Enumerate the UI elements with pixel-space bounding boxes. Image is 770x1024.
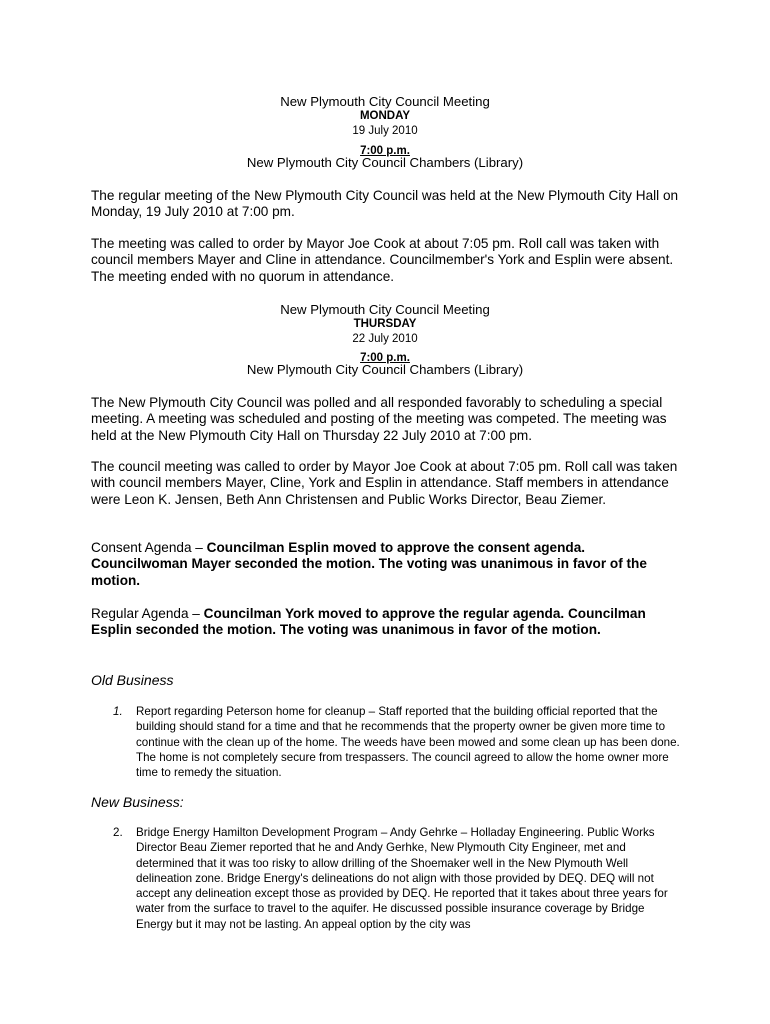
meeting2-day: THURSDAY [353,318,417,330]
meeting1-title: New Plymouth City Council Meeting [280,94,490,109]
meeting2-title: New Plymouth City Council Meeting [280,302,490,317]
meeting1-time: 7:00 p.m. [360,145,410,157]
paragraph-special-meeting: The New Plymouth City Council was polled and all responded favorably to scheduling a special meeting. A meeting was scheduled and posting of the meeting was competed. The meeting was held at the New Plymouth City Hall on Thursday 22 July 2010 at 7:00 pm. [91,395,667,443]
meeting2-location: New Plymouth City Council Chambers (Library) [246,362,524,377]
meeting2-date: 22 July 2010 [352,333,418,345]
list-item-number: 1. [113,705,123,718]
list-item-text: Report regarding Peterson home for cleanup – Staff reported that the building official reported that the building should stand for a time and that he recommends that the property owner be given more time to continue with the clean up of the home. The weeds have been mowed and some clean up has been done. The home is not completely secure from trespassers. The council agreed to allow the home owner more time to remedy the situation. [136,705,680,780]
consent-agenda-label: Consent Agenda – [91,540,207,555]
paragraph-no-quorum: The meeting was called to order by Mayor Joe Cook at about 7:05 pm. Roll call was taken with council members Mayer and Cline in attendance. Councilmember's York and Esplin were absent. The meeting ended with no quorum in attendance. [91,236,674,284]
list-item [113,704,683,780]
list-item-text: Bridge Energy Hamilton Development Program – Andy Gehrke – Holladay Engineering. Public Works Director Beau Ziemer reported that he and Andy Gerhke, New Plymouth City Engineer, met and determined that it was too risky to allow drilling of the Shoemaker well in the New Plymouth Well delineation zone. Bridge Energy's delineations do not align with those provided by DEQ. DEQ will not accept any delineation except those as provided by DEQ. He reported that it takes about three years for water from the surface to travel to the aquifer. He discussed possible insurance coverage by Bridge Energy but it may not be lasting. An appeal option by the city was [136,826,668,931]
meeting1-location: New Plymouth City Council Chambers (Library) [246,155,524,170]
paragraph-roll-call: The council meeting was called to order by Mayor Joe Cook at about 7:05 pm. Roll call was taken with council members Mayer, Cline, York and Esplin in attendance. Staff members in attendance were Leon K. Jensen, Beth Ann Christensen and Public Works Director, Beau Ziemer. [91,459,678,507]
paragraph-regular-meeting: The regular meeting of the New Plymouth City Council was held at the New Plymouth City Hall on Monday, 19 July 2010 at 7:00 pm. [91,188,679,220]
regular-agenda-motion: Councilman York moved to approve the regular agenda. Councilman Esplin seconded the motion. The voting was unanimous in favor of the motion. [91,606,646,638]
consent-agenda-motion: Councilman Esplin moved to approve the consent agenda. Councilwoman Mayer seconded the motion. The voting was unanimous in favor of the motion. [91,540,647,588]
meeting2-time: 7:00 p.m. [360,352,410,364]
new-business-heading: New Business: [91,794,184,810]
regular-agenda-label: Regular Agenda – [91,606,204,621]
meeting1-day: MONDAY [359,110,411,122]
regular-agenda [91,606,681,639]
list-item-number: 2. [113,826,123,839]
consent-agenda [91,540,681,589]
meeting1-date: 19 July 2010 [352,125,418,137]
list-item [113,825,683,932]
old-business-heading: Old Business [91,672,174,688]
